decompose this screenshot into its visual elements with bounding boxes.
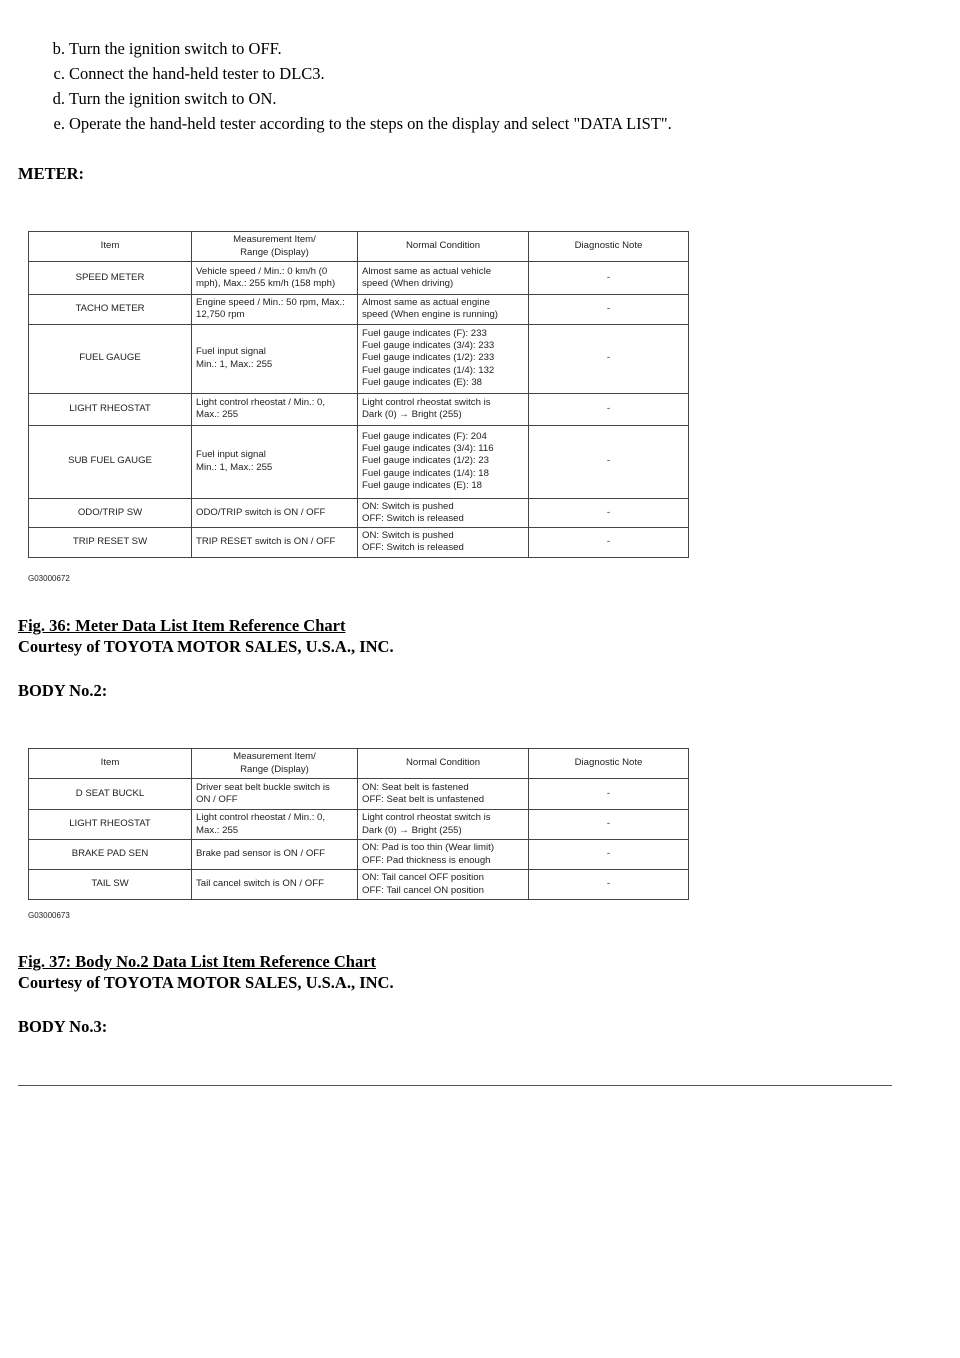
table-body — [29, 262, 689, 558]
cell-normal-condition: Light control rheostat switch is Dark (0) → Bright (255) — [358, 393, 529, 425]
header-measurement-range: Measurement Item/ Range (Display) — [192, 232, 358, 262]
cell-normal-condition: ON: Pad is too thin (Wear limit) OFF: Pad thickness is enough — [358, 840, 529, 870]
fig37-courtesy: Courtesy of TOYOTA MOTOR SALES, U.S.A., INC. — [18, 973, 394, 992]
figure-code: G03000672 — [28, 574, 70, 583]
cell-diagnostic-note: - — [529, 528, 689, 558]
table-header-row — [29, 232, 689, 262]
header-item: Item — [29, 749, 192, 779]
table-row — [29, 528, 689, 558]
cell-item: TAIL SW — [29, 870, 192, 900]
cell-measurement-range: Light control rheostat / Min.: 0, Max.: 255 — [192, 393, 358, 425]
step-d — [34, 86, 672, 111]
cell-normal-condition: Light control rheostat switch is Dark (0) → Bright (255) — [358, 810, 529, 840]
step-text: Turn the ignition switch to OFF. — [69, 39, 282, 58]
procedure-steps — [34, 36, 672, 136]
header-diagnostic-note: Diagnostic Note — [529, 232, 689, 262]
cell-measurement-range: Engine speed / Min.: 50 rpm, Max.: 12,750 rpm — [192, 295, 358, 325]
meter-data-list-table — [28, 231, 689, 558]
step-e — [34, 111, 672, 136]
table-row — [29, 870, 689, 900]
step-b — [34, 36, 672, 61]
cell-normal-condition: Almost same as actual engine speed (When engine is running) — [358, 295, 529, 325]
cell-diagnostic-note: - — [529, 425, 689, 498]
table-row — [29, 324, 689, 393]
cell-diagnostic-note: - — [529, 840, 689, 870]
cell-diagnostic-note: - — [529, 779, 689, 810]
cell-item: BRAKE PAD SEN — [29, 840, 192, 870]
fig37-title: Fig. 37: Body No.2 Data List Item Reference Chart — [18, 952, 377, 971]
cell-diagnostic-note: - — [529, 393, 689, 425]
step-marker: b. — [52, 39, 65, 58]
cell-normal-condition: ON: Tail cancel OFF position OFF: Tail cancel ON position — [358, 870, 529, 900]
cell-item: TRIP RESET SW — [29, 528, 192, 558]
table-header-row — [29, 749, 689, 779]
cell-normal-condition: Fuel gauge indicates (F): 204 Fuel gauge indicates (3/4): 116 Fuel gauge indicates (1/2): 23 Fuel gauge indicates (1/4): 18 Fuel gauge indicates (E): 18 — [358, 425, 529, 498]
table-row — [29, 810, 689, 840]
cell-item: ODO/TRIP SW — [29, 498, 192, 528]
cell-measurement-range: Fuel input signal Min.: 1, Max.: 255 — [192, 324, 358, 393]
fig36-courtesy: Courtesy of TOYOTA MOTOR SALES, U.S.A., INC. — [18, 637, 394, 656]
cell-diagnostic-note: - — [529, 295, 689, 325]
fig36-title: Fig. 36: Meter Data List Item Reference Chart — [18, 616, 346, 635]
body3-heading: BODY No.3: — [18, 1017, 108, 1036]
cell-measurement-range: Fuel input signal Min.: 1, Max.: 255 — [192, 425, 358, 498]
step-text: Operate the hand-held tester according to the steps on the display and select "DATA LIST". — [69, 114, 672, 133]
cell-normal-condition: ON: Switch is pushed OFF: Switch is released — [358, 528, 529, 558]
body2-data-list-table — [28, 748, 689, 900]
meter-heading: METER: — [18, 164, 84, 183]
cell-item: SPEED METER — [29, 262, 192, 295]
cell-item: LIGHT RHEOSTAT — [29, 810, 192, 840]
cell-item: FUEL GAUGE — [29, 324, 192, 393]
step-text: Turn the ignition switch to ON. — [69, 89, 277, 108]
cell-measurement-range: Vehicle speed / Min.: 0 km/h (0 mph), Max.: 255 km/h (158 mph) — [192, 262, 358, 295]
header-normal-condition: Normal Condition — [358, 749, 529, 779]
cell-diagnostic-note: - — [529, 870, 689, 900]
cell-diagnostic-note: - — [529, 262, 689, 295]
cell-normal-condition: Almost same as actual vehicle speed (When driving) — [358, 262, 529, 295]
step-c — [34, 61, 672, 86]
cell-diagnostic-note: - — [529, 498, 689, 528]
header-item: Item — [29, 232, 192, 262]
cell-diagnostic-note: - — [529, 324, 689, 393]
cell-normal-condition: Fuel gauge indicates (F): 233 Fuel gauge indicates (3/4): 233 Fuel gauge indicates (1/2): 233 Fuel gauge indicates (1/4): 132 Fuel gauge indicates (E): 38 — [358, 324, 529, 393]
cell-normal-condition: ON: Seat belt is fastened OFF: Seat belt is unfastened — [358, 779, 529, 810]
body2-heading: BODY No.2: — [18, 681, 108, 700]
table-row — [29, 262, 689, 295]
step-marker: e. — [53, 114, 65, 133]
cell-measurement-range: TRIP RESET switch is ON / OFF — [192, 528, 358, 558]
page-divider — [18, 1085, 892, 1086]
cell-measurement-range: Brake pad sensor is ON / OFF — [192, 840, 358, 870]
table-row — [29, 498, 689, 528]
cell-measurement-range: ODO/TRIP switch is ON / OFF — [192, 498, 358, 528]
cell-measurement-range: Light control rheostat / Min.: 0, Max.: 255 — [192, 810, 358, 840]
cell-diagnostic-note: - — [529, 810, 689, 840]
table-row — [29, 425, 689, 498]
header-normal-condition: Normal Condition — [358, 232, 529, 262]
step-text: Connect the hand-held tester to DLC3. — [69, 64, 325, 83]
cell-item: D SEAT BUCKL — [29, 779, 192, 810]
table-row — [29, 393, 689, 425]
cell-measurement-range: Tail cancel switch is ON / OFF — [192, 870, 358, 900]
cell-measurement-range: Driver seat belt buckle switch is ON / OFF — [192, 779, 358, 810]
header-diagnostic-note: Diagnostic Note — [529, 749, 689, 779]
step-marker: c. — [53, 64, 65, 83]
cell-item: SUB FUEL GAUGE — [29, 425, 192, 498]
figure-code: G03000673 — [28, 911, 70, 920]
cell-item: LIGHT RHEOSTAT — [29, 393, 192, 425]
header-measurement-range: Measurement Item/ Range (Display) — [192, 749, 358, 779]
table-row — [29, 779, 689, 810]
step-marker: d. — [52, 89, 65, 108]
table-row — [29, 295, 689, 325]
cell-item: TACHO METER — [29, 295, 192, 325]
table-row — [29, 840, 689, 870]
table-body — [29, 779, 689, 900]
cell-normal-condition: ON: Switch is pushed OFF: Switch is released — [358, 498, 529, 528]
